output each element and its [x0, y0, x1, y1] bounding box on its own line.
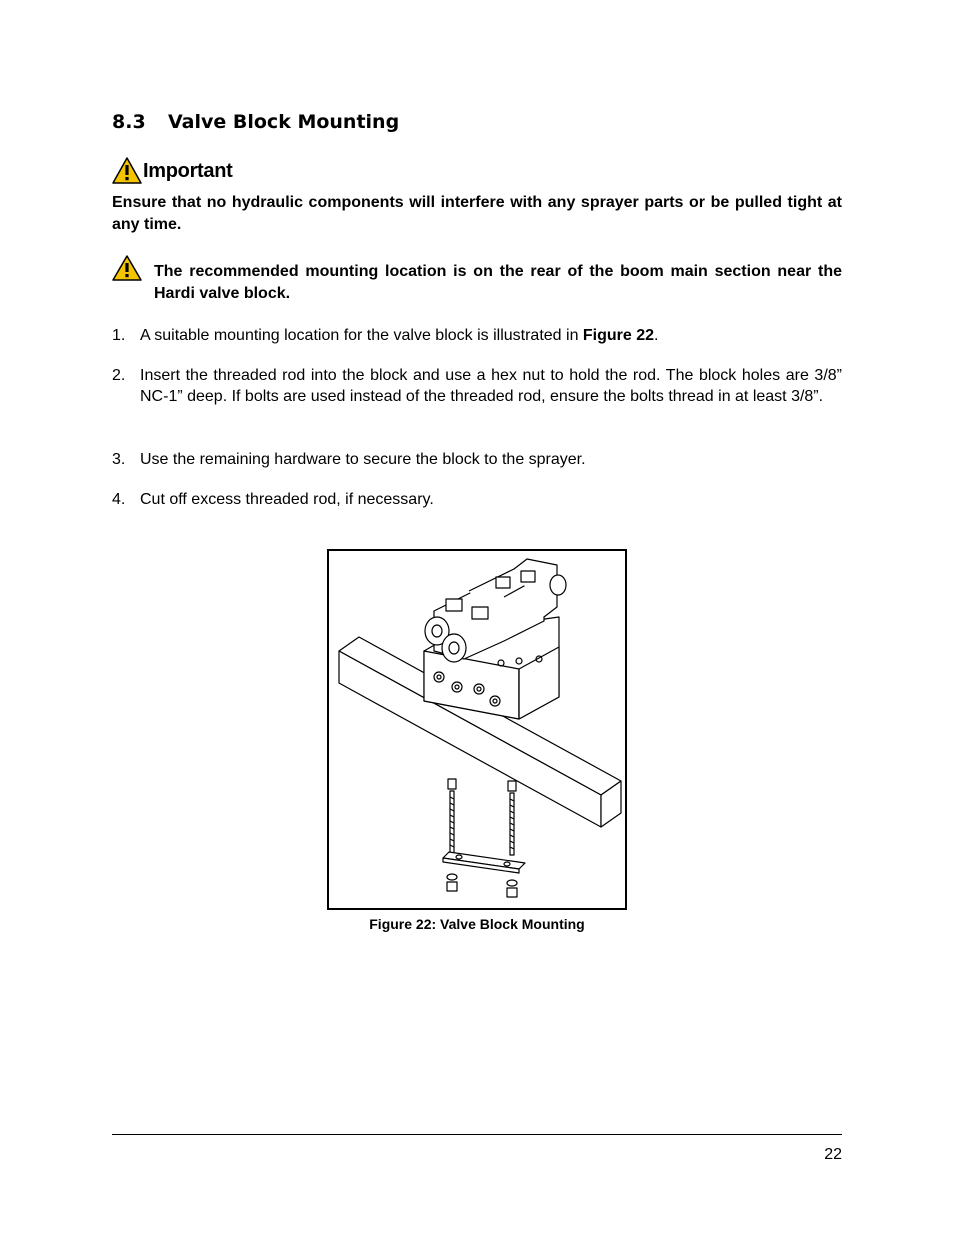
warning-text: The recommended mounting location is on the rear of the boom main section near the Hardi valve block. [154, 263, 842, 302]
warning-icon [112, 255, 142, 281]
section-heading [112, 111, 399, 133]
list-number: 3. [112, 451, 126, 468]
section-title: Valve Block Mounting [168, 111, 400, 133]
figure-caption: Figure 22: Valve Block Mounting [369, 916, 585, 932]
threaded-rods [448, 779, 516, 855]
valve-block-illustration [329, 551, 625, 908]
important-label: Important [143, 160, 233, 182]
list-text: Cut off excess threaded rod, if necessary. [140, 491, 434, 508]
list-text [140, 325, 842, 346]
nuts-washers [447, 874, 517, 897]
warning-icon [112, 157, 142, 184]
list-text: Insert the threaded rod into the block and use a hex nut to hold the rod. The block holes are 3/8” NC-1” deep. If bolts are used instead of the threaded rod, ensure the bolts thread in at least 3/8”. [140, 367, 842, 405]
list-number: 2. [112, 367, 126, 384]
list-number: 4. [112, 491, 126, 508]
important-text: Ensure that no hydraulic components will interfere with any sprayer parts or be pulled tight at any time. [112, 194, 842, 233]
section-number: 8.3 [112, 111, 146, 133]
list-number: 1. [112, 327, 126, 344]
list-text-part: . [654, 327, 659, 344]
figure-reference: Figure 22 [582, 327, 655, 344]
page-number: 22 [824, 1146, 842, 1163]
list-text-part: A suitable mounting location for the valve block is illustrated in [140, 327, 583, 344]
footer-rule [112, 1134, 842, 1135]
list-text: Use the remaining hardware to secure the block to the sprayer. [140, 451, 586, 468]
figure-valve-block-mounting [327, 549, 627, 910]
